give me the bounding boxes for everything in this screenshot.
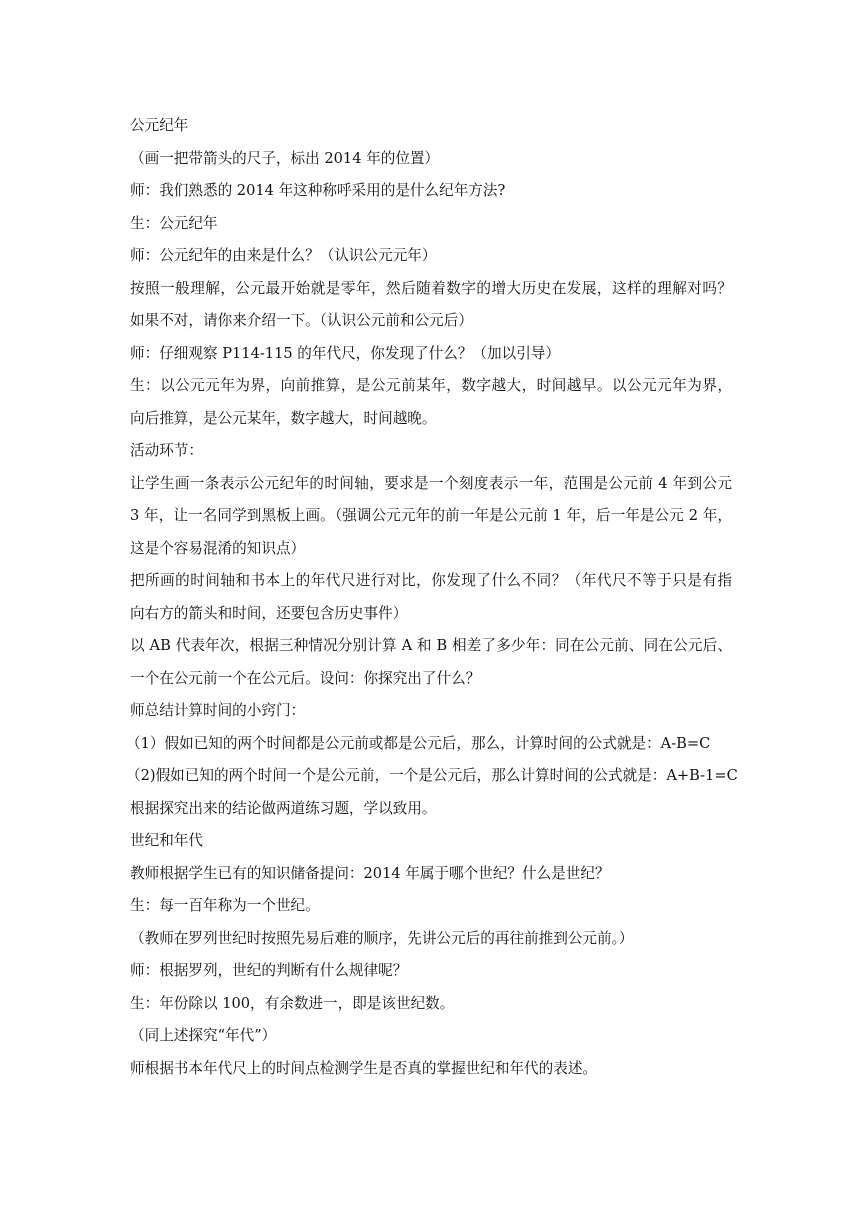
paragraph-line: 生：每一百年称为一个世纪。	[130, 897, 320, 914]
paragraph-line: 师：公元纪年的由来是什么？（认识公元元年）	[130, 247, 437, 264]
paragraph-line: 师总结计算时间的小窍门：	[130, 702, 306, 719]
document-body	[126, 110, 738, 1085]
paragraph-line: 生：以公元元年为界，向前推算，是公元前某年，数字越大，时间越早。以公元元年为界，	[130, 377, 732, 394]
paragraph-line: 一个在公元前一个在公元后。设问：你探究出了什么？	[130, 669, 481, 687]
paragraph-line: 向后推算，是公元某年，数字越大，时间越晚。	[130, 409, 437, 427]
paragraph-line: 这是个容易混淆的知识点）	[130, 539, 306, 557]
paragraph-line: 师：根据罗列，世纪的判断有什么规律呢？	[130, 962, 408, 979]
paragraph-line: 师根据书本年代尺上的时间点检测学生是否真的掌握世纪和年代的表述。	[130, 1059, 598, 1077]
section-heading-activity: 活动环节：	[130, 442, 203, 459]
paragraph-line: 根据探究出来的结论做两道练习题，学以致用。	[130, 799, 437, 817]
paragraph-line: 让学生画一条表示公元纪年的时间轴，要求是一个刻度表示一年，范围是公元前 4 年到公元	[130, 474, 732, 492]
formula-line: （2)假如已知的两个时间一个是公元前，一个是公元后，那么计算时间的公式就是：A+B-1=C	[126, 767, 738, 784]
paragraph-line: 把所画的时间轴和书本上的年代尺进行对比，你发现了什么不同？（年代尺不等于只是有指	[130, 572, 732, 589]
paragraph-line: 如果不对，请你来介绍一下。（认识公元前和公元后）	[130, 312, 473, 329]
paragraph-line: （画一把带箭头的尺子，标出 2014 年的位置）	[130, 149, 440, 167]
paragraph-line: 师：仔细观察 P114-115 的年代尺，你发现了什么？（加以引导）	[130, 344, 560, 362]
paragraph-line: 按照一般理解，公元最开始就是零年，然后随着数字的增大历史在发展，这样的理解对吗？	[130, 279, 732, 297]
formula-line: （1）假如已知的两个时间都是公元前或都是公元后，那么，计算时间的公式就是：A-B=C	[126, 734, 711, 752]
paragraph-line: 教师根据学生已有的知识储备提问：2014 年属于哪个世纪？什么是世纪？	[130, 864, 610, 882]
paragraph-line: 向右方的箭头和时间，还要包含历史事件）	[130, 604, 408, 622]
paragraph-line: 以 AB 代表年次，根据三种情况分别计算 A 和 B 相差了多少年：同在公元前、同在公元后、	[130, 637, 732, 654]
paragraph-line: 师：我们熟悉的 2014 年这种称呼采用的是什么纪年方法?	[130, 182, 506, 199]
paragraph-line: （同上述探究“年代”）	[130, 1027, 277, 1044]
paragraph-line: 生：公元纪年	[130, 214, 218, 232]
paragraph-line: 3 年，让一名同学到黑板上画。（强调公元元年的前一年是公元前 1 年，后一年是公元 2 年，	[130, 507, 732, 524]
section-heading-ad-calendar: 公元纪年	[130, 117, 189, 134]
section-heading-century: 世纪和年代	[130, 832, 203, 849]
paragraph-line: （教师在罗列世纪时按照先易后难的顺序，先讲公元后的再往前推到公元前。）	[130, 929, 634, 947]
paragraph-line: 生：年份除以 100，有余数进一，即是该世纪数。	[130, 994, 455, 1012]
